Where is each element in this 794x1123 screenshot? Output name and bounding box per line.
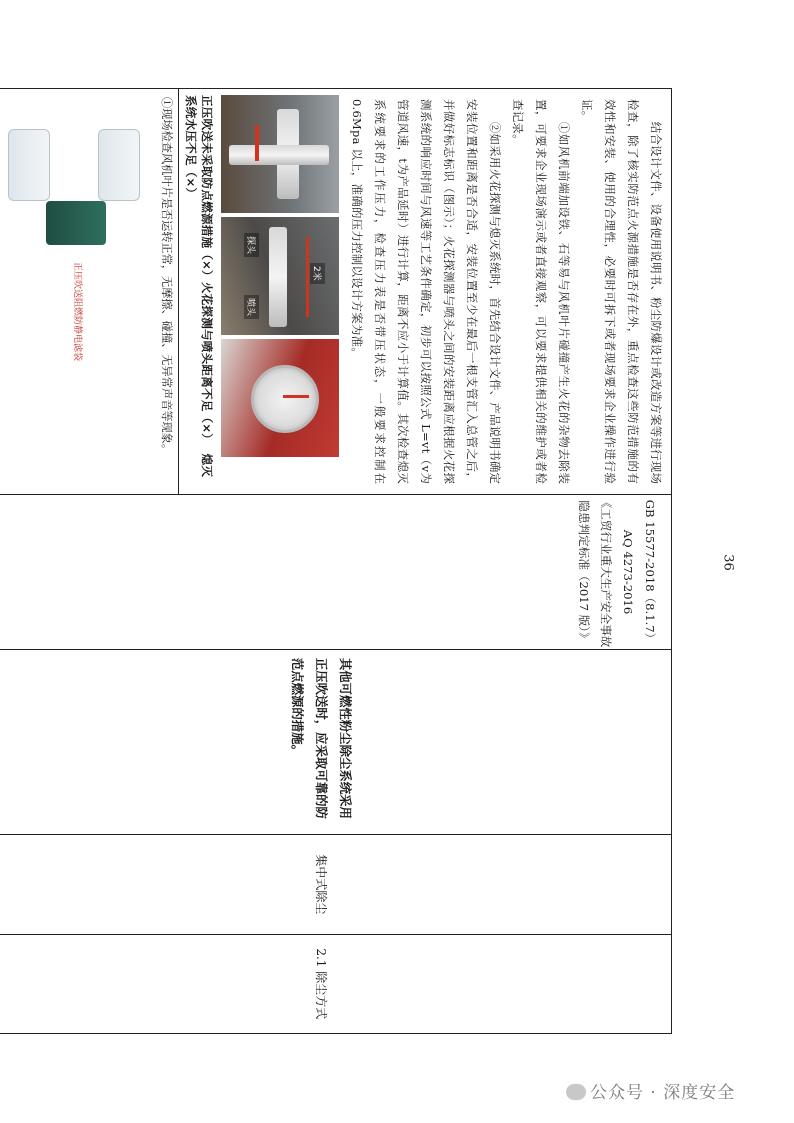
pressure-gauge-icon [251, 365, 319, 433]
lower-note-1: ①现场检查风机叶片是否运转正常，无摩擦、碰撞、无异常声音等现象。 [160, 97, 173, 456]
distance-arrow-icon [306, 237, 309, 317]
caption-right: 熄灭系统水压不足（×） [184, 95, 214, 478]
subcategory-central: 集中式除尘 [314, 854, 329, 915]
check-item-cell [0, 649, 672, 834]
wechat-icon [566, 1084, 586, 1100]
duct-shape [229, 145, 329, 165]
hazard-table [0, 88, 672, 1034]
standard-3: 《工贸行业重大生产安全事故隐患判定标准（2017 版）》 [577, 496, 613, 648]
photo-strip [221, 89, 339, 494]
method-text [345, 89, 671, 494]
dust-collector-photo [0, 89, 146, 494]
red-arrow-icon [255, 125, 259, 161]
blower-motor-icon [46, 201, 106, 245]
subcategory-cell-1 [0, 835, 672, 934]
check-item-text: 其他可燃性粉尘除尘系统采用正压吹送时，应采取可靠的防范点燃源的措施。 [290, 657, 354, 819]
category-cell [0, 934, 672, 1033]
detector-tag: 探头 [244, 233, 259, 257]
watermark [566, 1078, 735, 1103]
lower-method-cell [0, 89, 179, 495]
method-paragraph-2: ①如风机前端加设铁、石等易与风机叶片碰撞产生火花的杂物去除装置，可要求企业现场演示或者直接观察，可以要求提供相关的维护或者检查记录。 [511, 99, 571, 485]
photo-captions [179, 89, 221, 494]
standard-2: AQ 4273-2016 [621, 529, 635, 615]
photo-detector-distance [221, 217, 339, 335]
page-number: 36 [720, 554, 736, 571]
filter-bag-icon [8, 129, 50, 201]
nozzle-tag: 喷头 [244, 295, 259, 319]
standard-cell [0, 495, 672, 650]
method-paragraph-1: 结合设计文件、设备使用说明书、粉尘防爆设计或改造方案等进行现场检查，除了核实防范点火源措施是否存在外，重点检查这些防范措施的有效性和安装、使用的合理性，必要时可拆下或者现场要求企业操作进行验证。 [580, 99, 663, 485]
inspection-method-cell [179, 89, 672, 495]
filter-bag-icon [98, 129, 140, 201]
photo-pressure-gauge [221, 339, 339, 457]
method-paragraph-3: ②如采用火花探测与熄灭系统时，首先结合设计文件、产品说明书确定安装位置和距离是否合适，安装位置至少在最后一根支管汇入总管之后，并做好标志标识（图示）；火花探测器与喷头之间的安装距离应根据火花探测系统的响应时间与风速等工艺条件确定，初步可以按照公式 L=vt（v为管道风速，t为产品延时）进行计算，距离不应小于计算值。其次检查熄灭系统要求的工作压力，检查压力表是否带压状态，一般要求控制在 0.6Mpa 以上，准确的压力控制以设计方案为准。 [350, 99, 502, 485]
standard-1: GB 15577-2018（8.1.7） [643, 499, 657, 645]
watermark-text: 公众号 · 深度安全 [590, 1083, 736, 1103]
standard-refs [573, 495, 671, 649]
gauge-needle-icon [283, 395, 309, 398]
duct-shape [269, 227, 287, 327]
photo-no-ignition-control [221, 95, 339, 213]
category-label: 2.1 除尘方式 [314, 948, 329, 1020]
equip-label: 正压吹送阻燃防静电滤袋 [72, 262, 82, 362]
distance-label: 2米 [310, 263, 325, 284]
rotated-table-wrapper [72, 88, 672, 1034]
caption-left: 正压吹送未采取防点燃源措施（×） [200, 95, 214, 282]
caption-middle: 火花探测与喷头距离不足（×） [200, 281, 214, 446]
